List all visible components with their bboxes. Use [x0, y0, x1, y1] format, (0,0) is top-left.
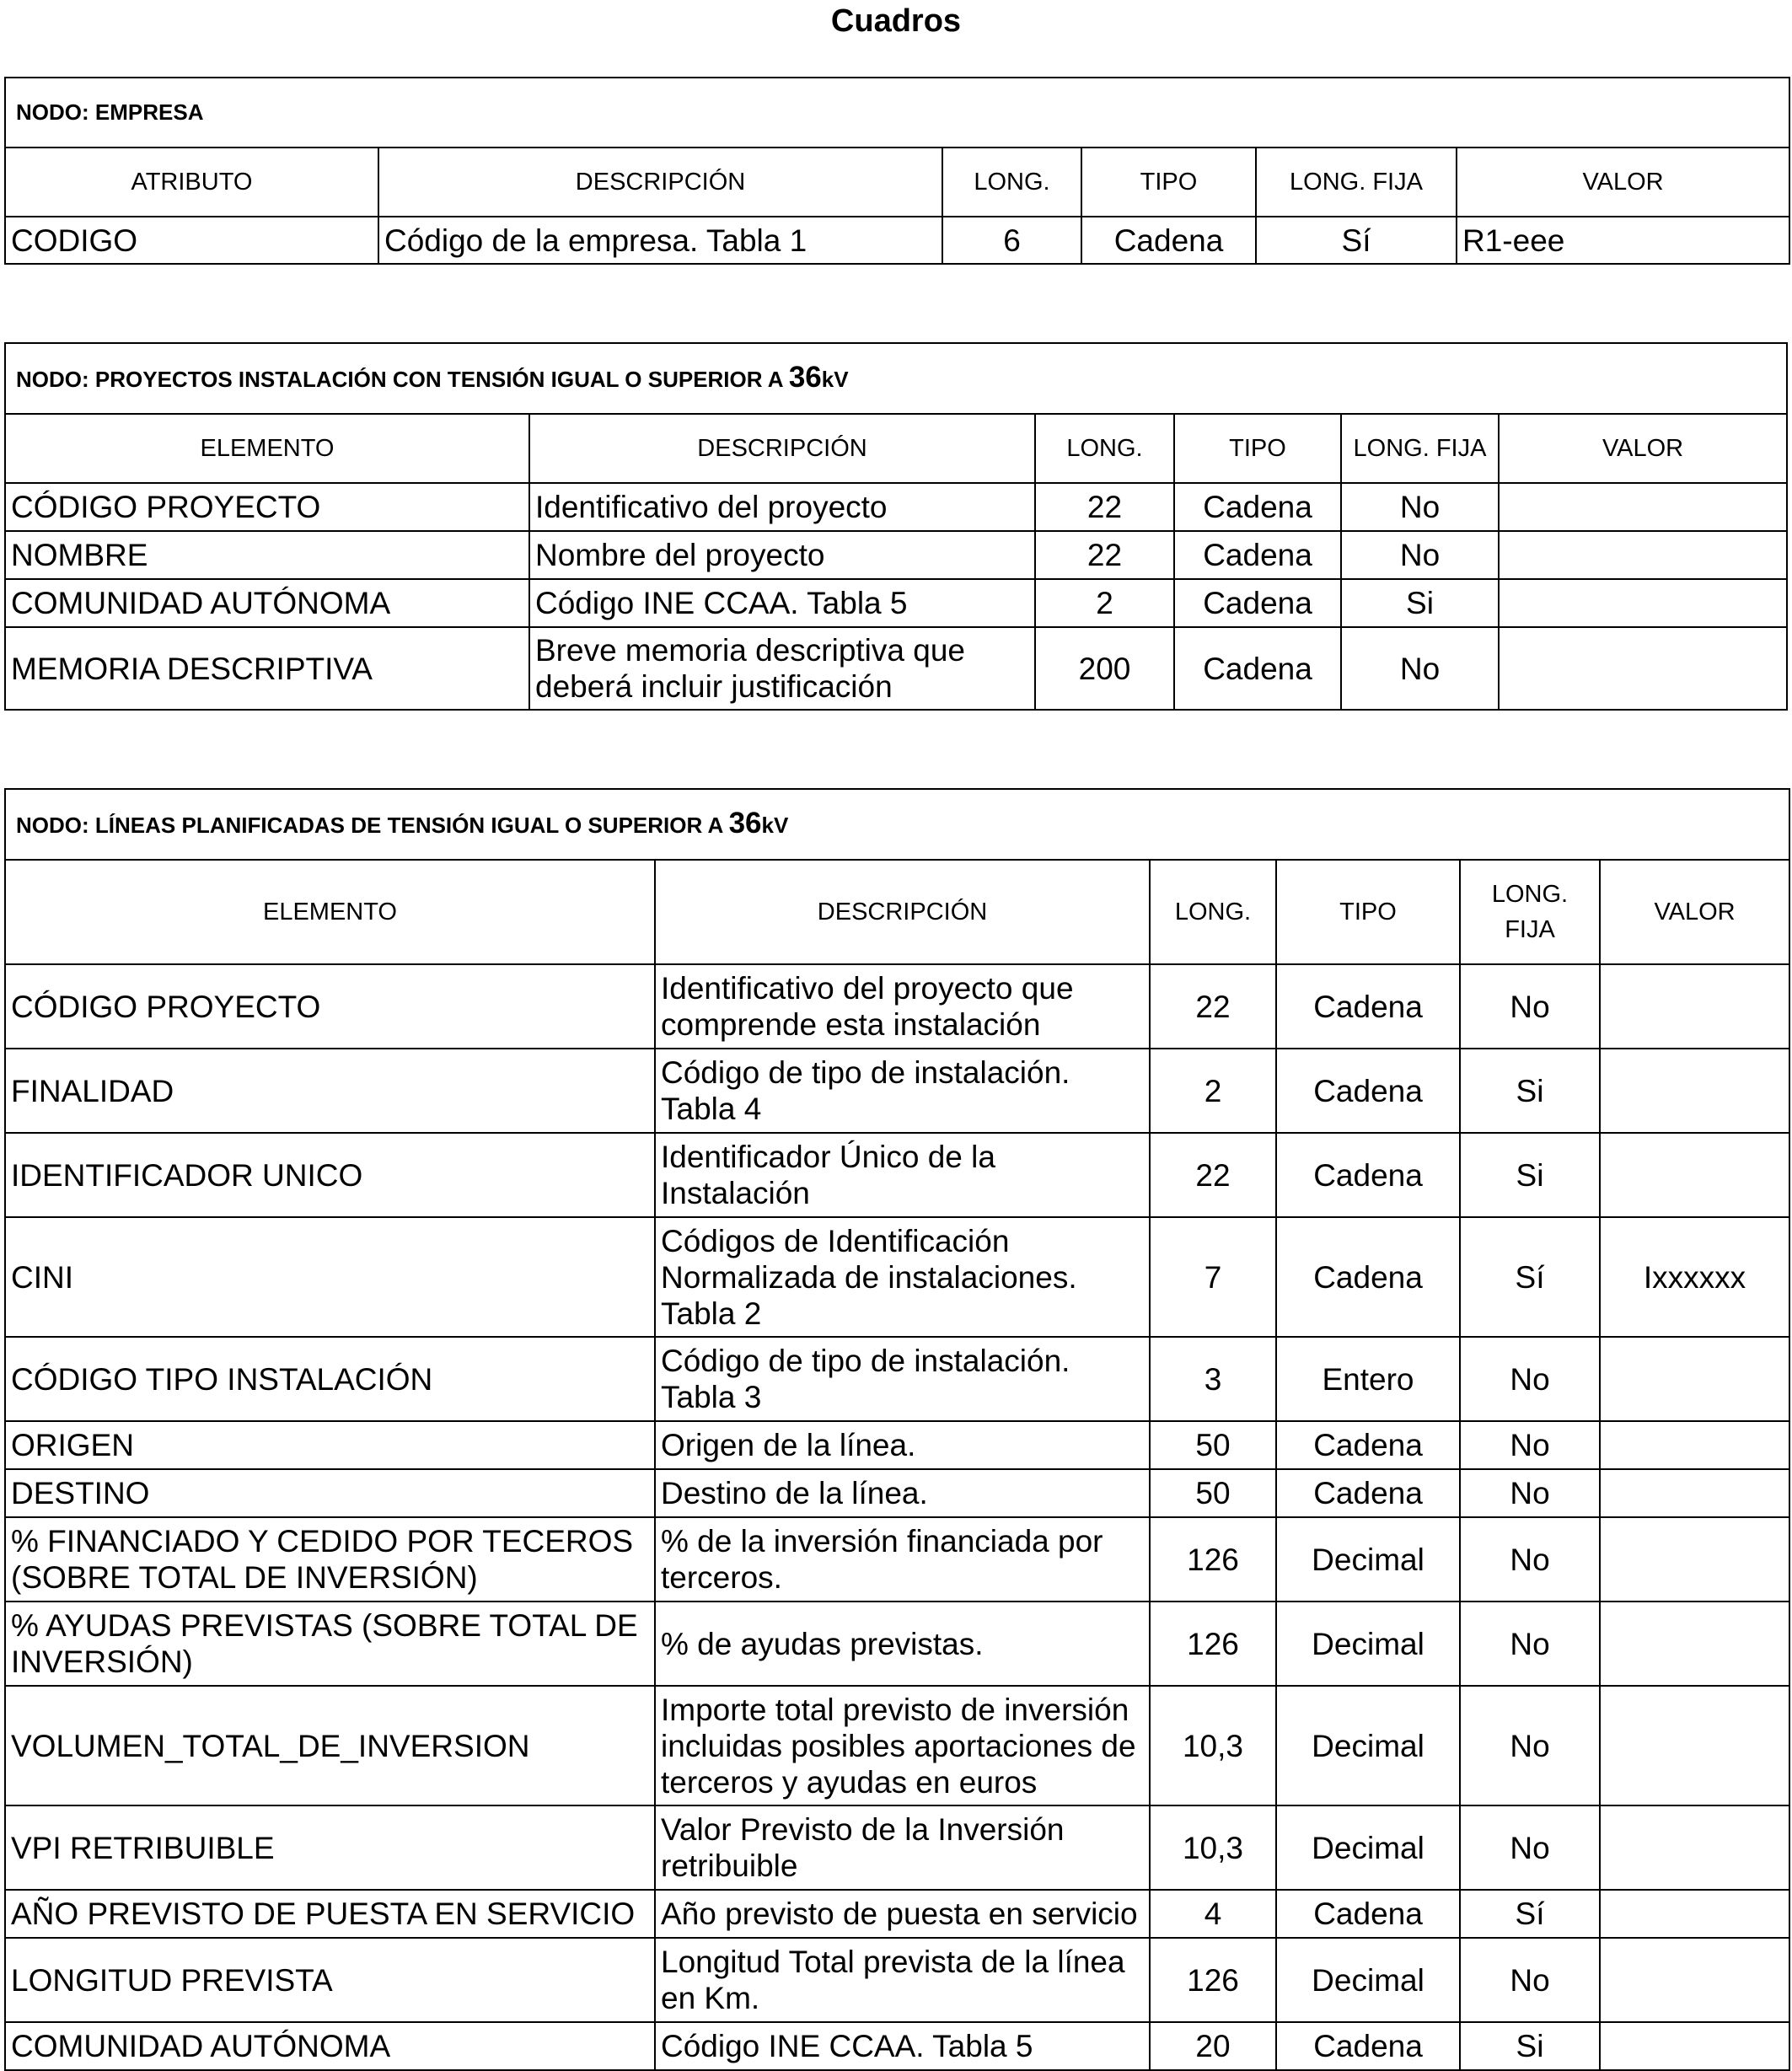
cell-long: 200 — [1035, 627, 1174, 710]
cell-long: 6 — [942, 217, 1081, 264]
cell-long-fija: No — [1460, 1337, 1600, 1421]
node-header-empresa — [5, 78, 1789, 148]
cell-valor — [1600, 1602, 1789, 1686]
table-header-row — [5, 414, 1787, 483]
cell-tipo: Cadena — [1276, 1133, 1460, 1217]
column-header: LONG. FIJA — [1460, 860, 1600, 964]
cell-long: 126 — [1150, 1602, 1276, 1686]
cell-descripcion: Breve memoria descriptiva que deberá incluir justificación — [529, 627, 1035, 710]
node-name: PROYECTOS INSTALACIÓN CON TENSIÓN IGUAL O SUPERIOR A — [94, 367, 783, 392]
table-row — [5, 483, 1787, 531]
cell-descripcion: Código INE CCAA. Tabla 5 — [529, 579, 1035, 627]
cell-descripcion: Código INE CCAA. Tabla 5 — [655, 2022, 1150, 2070]
column-header: ELEMENTO — [5, 414, 529, 483]
table-row — [5, 579, 1787, 627]
cell-valor: Ixxxxxx — [1600, 1217, 1789, 1337]
cell-long-fija: Sí — [1256, 217, 1457, 264]
cell-long: 50 — [1150, 1421, 1276, 1469]
node-prefix: NODO: — [16, 813, 89, 838]
cell-descripcion: Nombre del proyecto — [529, 531, 1035, 579]
cell-long-fija: No — [1341, 531, 1499, 579]
cell-valor — [1499, 579, 1787, 627]
cell-long: 2 — [1035, 579, 1174, 627]
cell-long: 22 — [1035, 531, 1174, 579]
cell-valor — [1600, 964, 1789, 1049]
cell-elemento: CÓDIGO TIPO INSTALACIÓN — [5, 1337, 655, 1421]
cell-long-fija: Si — [1460, 1049, 1600, 1133]
cell-tipo: Cadena — [1276, 1049, 1460, 1133]
cell-elemento: % FINANCIADO Y CEDIDO POR TECEROS (SOBRE TOTAL DE INVERSIÓN) — [5, 1517, 655, 1602]
cell-elemento: MEMORIA DESCRIPTIVA — [5, 627, 529, 710]
cell-tipo: Entero — [1276, 1337, 1460, 1421]
cell-tipo: Decimal — [1276, 1602, 1460, 1686]
cell-long-fija: No — [1460, 964, 1600, 1049]
cell-valor — [1600, 1133, 1789, 1217]
table-row — [5, 1686, 1789, 1805]
table-proyectos — [4, 342, 1788, 711]
column-header: DESCRIPCIÓN — [378, 148, 942, 217]
node-header-lineas — [5, 789, 1789, 860]
cell-descripcion: Identificativo del proyecto — [529, 483, 1035, 531]
cell-valor — [1600, 1049, 1789, 1133]
cell-elemento: CÓDIGO PROYECTO — [5, 964, 655, 1049]
cell-long-fija: No — [1460, 1805, 1600, 1890]
table-row — [5, 1469, 1789, 1517]
node-voltage: 36 — [788, 361, 822, 394]
cell-long: 3 — [1150, 1337, 1276, 1421]
table-row — [5, 1805, 1789, 1890]
column-header: LONG. FIJA — [1341, 414, 1499, 483]
cell-descripcion: Valor Previsto de la Inversión retribuible — [655, 1805, 1150, 1890]
cell-long: 10,3 — [1150, 1805, 1276, 1890]
cell-elemento: CÓDIGO PROYECTO — [5, 483, 529, 531]
cell-valor — [1600, 1890, 1789, 1938]
cell-valor — [1499, 627, 1787, 710]
cell-descripcion: Códigos de Identificación Normalizada de instalaciones. Tabla 2 — [655, 1217, 1150, 1337]
cell-long: 126 — [1150, 1517, 1276, 1602]
cell-descripcion: Destino de la línea. — [655, 1469, 1150, 1517]
cell-long: 22 — [1150, 1133, 1276, 1217]
cell-elemento: DESTINO — [5, 1469, 655, 1517]
cell-long-fija: No — [1341, 627, 1499, 710]
column-header: VALOR — [1600, 860, 1789, 964]
table-row — [5, 1602, 1789, 1686]
cell-long-fija: No — [1460, 1938, 1600, 2022]
table-row — [5, 1217, 1789, 1337]
cell-long: 4 — [1150, 1890, 1276, 1938]
cell-elemento: IDENTIFICADOR UNICO — [5, 1133, 655, 1217]
cell-tipo: Decimal — [1276, 1517, 1460, 1602]
cell-tipo: Cadena — [1276, 964, 1460, 1049]
table-row — [5, 531, 1787, 579]
table-row — [5, 1337, 1789, 1421]
table-header-row — [5, 148, 1789, 217]
cell-long-fija: Si — [1460, 2022, 1600, 2070]
table-row — [5, 1517, 1789, 1602]
table-row — [5, 1049, 1789, 1133]
cell-elemento: AÑO PREVISTO DE PUESTA EN SERVICIO — [5, 1890, 655, 1938]
cell-descripcion: Código de tipo de instalación. Tabla 3 — [655, 1337, 1150, 1421]
cell-long-fija: Si — [1460, 1133, 1600, 1217]
node-voltage-unit: kV — [821, 367, 849, 392]
cell-descripcion: Identificador Único de la Instalación — [655, 1133, 1150, 1217]
cell-elemento: CINI — [5, 1217, 655, 1337]
cell-valor — [1600, 1469, 1789, 1517]
cell-long-fija: No — [1460, 1469, 1600, 1517]
cell-valor — [1600, 1938, 1789, 2022]
cell-tipo: Decimal — [1276, 1938, 1460, 2022]
cell-long-fija: No — [1341, 483, 1499, 531]
cell-long-fija: No — [1460, 1686, 1600, 1805]
cell-valor — [1600, 1517, 1789, 1602]
cell-long-fija: Si — [1341, 579, 1499, 627]
cell-valor — [1499, 531, 1787, 579]
cell-long-fija: Sí — [1460, 1217, 1600, 1337]
cell-valor — [1600, 1337, 1789, 1421]
table-row — [5, 1890, 1789, 1938]
cell-tipo: Decimal — [1276, 1805, 1460, 1890]
cell-long-fija: Sí — [1460, 1890, 1600, 1938]
cell-long: 50 — [1150, 1469, 1276, 1517]
column-header: VALOR — [1499, 414, 1787, 483]
column-header: LONG. — [942, 148, 1081, 217]
cell-valor — [1600, 2022, 1789, 2070]
cell-descripcion: Año previsto de puesta en servicio — [655, 1890, 1150, 1938]
cell-descripcion: Importe total previsto de inversión incluidas posibles aportaciones de terceros y ayudas en euros — [655, 1686, 1150, 1805]
column-header: LONG. — [1150, 860, 1276, 964]
cell-elemento: VPI RETRIBUIBLE — [5, 1805, 655, 1890]
column-header: LONG. FIJA — [1256, 148, 1457, 217]
cell-descripcion: Identificativo del proyecto que comprende esta instalación — [655, 964, 1150, 1049]
page-title: Cuadros — [830, 3, 962, 39]
cell-tipo: Cadena — [1174, 531, 1341, 579]
cell-tipo: Cadena — [1276, 1469, 1460, 1517]
cell-valor: R1-eee — [1457, 217, 1789, 264]
column-header: LONG. — [1035, 414, 1174, 483]
table-row — [5, 627, 1787, 710]
cell-long-fija: No — [1460, 1421, 1600, 1469]
table-row — [5, 2022, 1789, 2070]
table-row — [5, 1133, 1789, 1217]
table-row — [5, 964, 1789, 1049]
table-row — [5, 217, 1789, 264]
column-header: TIPO — [1174, 414, 1341, 483]
cell-tipo: Decimal — [1276, 1686, 1460, 1805]
cell-long-fija: No — [1460, 1517, 1600, 1602]
cell-elemento: VOLUMEN_TOTAL_DE_INVERSION — [5, 1686, 655, 1805]
node-prefix: NODO: — [16, 99, 89, 125]
cell-long-fija: No — [1460, 1602, 1600, 1686]
cell-tipo: Cadena — [1174, 579, 1341, 627]
cell-long: 22 — [1035, 483, 1174, 531]
cell-tipo: Cadena — [1276, 2022, 1460, 2070]
cell-elemento: LONGITUD PREVISTA — [5, 1938, 655, 2022]
cell-tipo: Cadena — [1081, 217, 1256, 264]
node-prefix: NODO: — [16, 367, 89, 392]
cell-descripcion: Origen de la línea. — [655, 1421, 1150, 1469]
column-header: DESCRIPCIÓN — [655, 860, 1150, 964]
cell-valor — [1600, 1805, 1789, 1890]
cell-long: 22 — [1150, 964, 1276, 1049]
cell-long: 126 — [1150, 1938, 1276, 2022]
cell-long: 2 — [1150, 1049, 1276, 1133]
cell-elemento: COMUNIDAD AUTÓNOMA — [5, 2022, 655, 2070]
cell-elemento: CODIGO — [5, 217, 378, 264]
node-name: LÍNEAS PLANIFICADAS DE TENSIÓN IGUAL O SUPERIOR A — [94, 813, 723, 838]
table-lineas — [4, 788, 1790, 2071]
cell-elemento: FINALIDAD — [5, 1049, 655, 1133]
cell-elemento: NOMBRE — [5, 531, 529, 579]
cell-tipo: Cadena — [1276, 1890, 1460, 1938]
cell-descripcion: % de ayudas previstas. — [655, 1602, 1150, 1686]
node-header-proyectos — [5, 343, 1787, 414]
node-voltage-unit: kV — [761, 813, 789, 838]
cell-descripcion: % de la inversión financiada por terceros. — [655, 1517, 1150, 1602]
cell-valor — [1600, 1421, 1789, 1469]
column-header: TIPO — [1276, 860, 1460, 964]
table-header-row — [5, 860, 1789, 964]
cell-valor — [1600, 1686, 1789, 1805]
column-header: ELEMENTO — [5, 860, 655, 964]
cell-elemento: ORIGEN — [5, 1421, 655, 1469]
cell-valor — [1499, 483, 1787, 531]
cell-tipo: Cadena — [1276, 1421, 1460, 1469]
cell-long: 20 — [1150, 2022, 1276, 2070]
table-row — [5, 1938, 1789, 2022]
cell-descripcion: Longitud Total prevista de la línea en Km. — [655, 1938, 1150, 2022]
cell-elemento: COMUNIDAD AUTÓNOMA — [5, 579, 529, 627]
cell-long: 10,3 — [1150, 1686, 1276, 1805]
column-header: VALOR — [1457, 148, 1789, 217]
node-voltage: 36 — [728, 807, 762, 840]
table-row — [5, 1421, 1789, 1469]
cell-elemento: % AYUDAS PREVISTAS (SOBRE TOTAL DE INVERSIÓN) — [5, 1602, 655, 1686]
cell-long: 7 — [1150, 1217, 1276, 1337]
node-name: EMPRESA — [94, 99, 204, 125]
cell-descripcion: Código de la empresa. Tabla 1 — [378, 217, 942, 264]
cell-tipo: Cadena — [1174, 483, 1341, 531]
table-empresa — [4, 77, 1790, 265]
column-header: DESCRIPCIÓN — [529, 414, 1035, 483]
cell-descripcion: Código de tipo de instalación. Tabla 4 — [655, 1049, 1150, 1133]
cell-tipo: Cadena — [1174, 627, 1341, 710]
cell-tipo: Cadena — [1276, 1217, 1460, 1337]
column-header: ATRIBUTO — [5, 148, 378, 217]
column-header: TIPO — [1081, 148, 1256, 217]
